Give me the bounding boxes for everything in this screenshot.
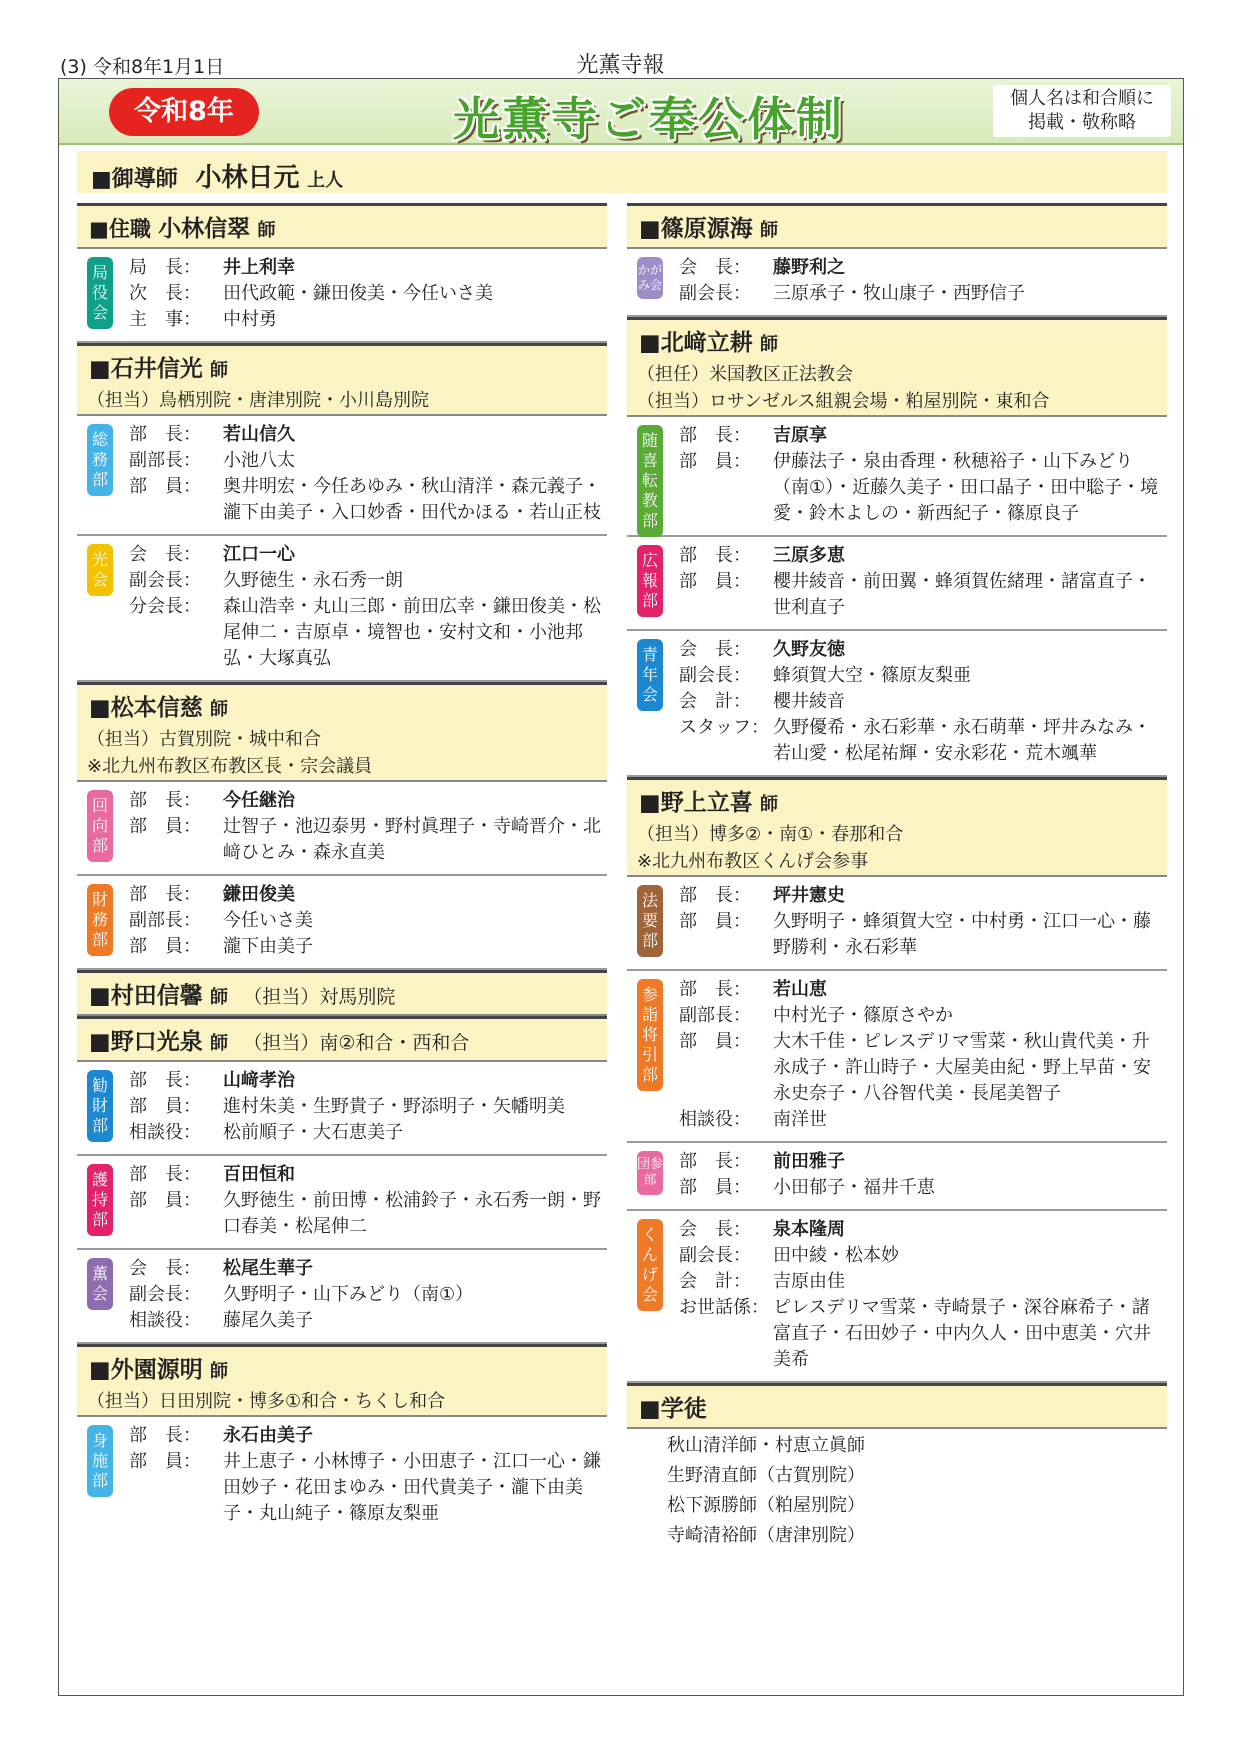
row-value: 田中綾・松本妙 [773,1245,899,1266]
row-label: 会 長： [129,544,201,565]
row [679,1107,1167,1133]
row [679,909,1167,961]
left-column [77,203,607,1535]
group-pill: 局役会 [87,257,113,329]
row-value: 大木千佳・ピレスデリマ雪菜・秋山貴代美・升永成子・許山時子・大屋美由紀・野上早苗・安永史奈子・八谷智代美・長尾美智子 [773,1031,1151,1104]
row [679,1029,1167,1107]
section-gakuto [627,1383,1167,1553]
section-head [627,320,1167,417]
group [627,877,1167,971]
row [679,1149,1167,1175]
row-label: 部 長： [129,790,201,811]
section-tag: （担当）対馬別院 [243,986,396,1008]
list-item: 松下源勝師（粕屋別院） [667,1495,865,1516]
list-item: 寺崎清裕師（唐津別院） [667,1525,865,1546]
row-value: 藤尾久美子 [223,1310,313,1331]
row-label: 部 長： [679,979,751,1000]
row-label: 部 員： [679,911,751,932]
row-label: 副会長： [679,1245,751,1266]
row-value: 今任継治 [223,790,295,811]
page-header [60,48,1181,78]
section-sub: （担当）博多②・南①・春那和合 [627,821,1167,848]
group [77,782,607,876]
group-pill: くんげ会 [637,1219,663,1311]
banner-note [993,85,1171,137]
row-label: 部 長： [679,545,751,566]
row-value: 三原承子・牧山康子・西野信子 [773,283,1025,304]
section-sub: （担当）日田別院・博多①和合・ちくし和合 [77,1388,607,1415]
section-suffix: 師 [210,1361,229,1382]
row-value: 櫻井綾音 [773,691,845,712]
row [679,423,1167,449]
row-value: 鎌田俊美 [223,884,295,905]
row-value: 坪井憲史 [773,885,845,906]
section-head [77,346,607,416]
row [129,1120,607,1146]
row-value: 中村光子・篠原さやか [773,1005,953,1026]
row-label: 部 長： [129,1164,201,1185]
row-value: 久野徳生・前田博・松浦鈴子・永石秀一朗・野口春美・松尾伸二 [223,1190,601,1237]
row [679,689,1167,715]
row-label: 部 員： [129,476,201,497]
row-label: 副部長： [129,450,201,471]
year-badge: 令和8年 [109,88,259,136]
row-label: 部 員： [129,1190,201,1211]
doushi-suffix: 上人 [307,170,344,191]
section-title: ■野上立喜 [639,790,753,816]
group [627,971,1167,1143]
group [77,1062,607,1156]
section-suffix: 師 [257,220,276,241]
row-value: 松尾生華子 [223,1258,313,1279]
row [129,1423,607,1449]
group-pill: 法要部 [637,885,663,957]
row-value: 進村朱美・生野貴子・野添明子・矢幡明美 [223,1096,565,1117]
section-head [627,206,1167,249]
row [679,715,1167,767]
row [129,542,607,568]
section-title: ■北﨑立耕 [639,330,753,356]
row-value: 伊藤法子・泉由香理・秋穂裕子・山下みどり（南①）・近藤久美子・田口晶子・田中聡子・境愛・鈴木よしの・新西紀子・篠原良子 [773,451,1159,524]
row-label: 副会長： [129,570,201,591]
row [129,1282,607,1308]
section-suffix: 師 [760,794,779,815]
section-murata [77,970,607,1016]
row-value: 森山浩幸・丸山三郎・前田広幸・鎌田俊美・松尾伸二・吉原卓・境智也・安村文和・小池邦弘・大塚真弘 [223,596,601,669]
row-label: 会 長： [129,1258,201,1279]
right-column [627,203,1167,1553]
banner-title: 光薫寺ご奉公体制 [453,92,845,146]
row [129,594,607,672]
row-label: 会 計： [679,691,751,712]
section-head [77,206,607,249]
list-item: 秋山清洋師・村恵立眞師 [667,1435,865,1456]
group-pill: かがみ会 [637,257,663,299]
row-value: 南洋世 [773,1109,827,1130]
title-banner [59,79,1183,145]
row [679,883,1167,909]
row-value: 蜂須賀大空・篠原友梨亜 [773,665,971,686]
row: 次 長： 田代政範・鎌田俊美・今任いさ美 [129,283,493,304]
section-sub: （担当）ロサンゼルス組親会場・粕屋別院・東和合 [627,388,1167,415]
row-label: 副会長： [129,1284,201,1305]
doushi-bar [77,151,1167,193]
row [679,1217,1167,1243]
section-title: ■住職 [89,217,151,241]
group-pill: 参詣将引部 [637,979,663,1091]
row-value: 奥井明宏・今任あゆみ・秋山清洋・森元義子・瀧下由美子・入口妙香・田代かほる・若山正枝 [223,476,601,523]
row-label: 会 長： [679,257,751,278]
row [129,1188,607,1240]
row-label: お世話係： [679,1297,769,1318]
section-kitazaki [627,317,1167,777]
row [129,934,607,960]
row-value: 久野徳生・永石秀一朗 [223,570,403,591]
group [627,417,1167,537]
group [627,249,1167,317]
row-label: 部 員： [129,1096,201,1117]
row-value: 久野明子・蜂須賀大空・中村勇・江口一心・藤野勝利・永石彩華 [773,911,1151,958]
row-value: 久野友徳 [773,639,845,660]
section-title: ■篠原源海 [639,216,753,242]
row-label: 会 計： [679,1271,751,1292]
paper-name: 光薫寺報 [576,53,665,78]
group [77,1156,607,1250]
section-sub: ※北九州布教区布教区長・宗会議員 [77,753,607,780]
section-head [77,1347,607,1417]
row-label: 部 員： [679,1031,751,1052]
section-sub: ※北九州布教区くんげ会参事 [627,848,1167,875]
row-label: 部 員： [679,571,751,592]
row-label: 部 長： [129,1070,201,1091]
section-nogami [627,777,1167,1383]
row: 主 事： 中村勇 [129,309,277,330]
section-sub: （担任）米国教区正法教会 [627,361,1167,388]
row-value: 永石由美子 [223,1425,313,1446]
group-pill: 広報部 [637,545,663,617]
section-title: ■村田信馨 [89,983,203,1009]
row [129,814,607,866]
group [627,631,1167,777]
row-value: 今任いさ美 [223,910,313,931]
row [129,788,607,814]
row [679,281,1167,307]
section-title: ■野口光泉 [89,1029,203,1055]
section-head [627,780,1167,877]
issue-date: (3) 令和8年1月1日 [60,56,225,78]
row [129,882,607,908]
section-matsumoto [77,682,607,970]
row-value: 瀧下由美子 [223,936,313,957]
section-title: ■学徒 [639,1396,707,1422]
group-pill: 薫会 [87,1258,113,1310]
section-suffix: 師 [210,699,229,720]
row-value: 吉原享 [773,425,827,446]
row [679,449,1167,527]
row-value: 三原多恵 [773,545,845,566]
list-item: 生野清直師（古賀別院） [667,1465,865,1486]
row-value: 江口一心 [223,544,295,565]
row [679,1003,1167,1029]
section-shinohara [627,203,1167,317]
section-noguchi [77,1016,607,1344]
section-sub: （担当）古賀別院・城中和合 [77,726,607,753]
row-label: 部 長： [679,885,751,906]
row [129,908,607,934]
content-frame [58,78,1184,1696]
section-hokazono [77,1344,607,1535]
row [679,663,1167,689]
row-value: 若山恵 [773,979,827,1000]
row-label: 相談役： [129,1310,201,1331]
row-label: 副会長： [679,283,751,304]
group [77,1250,607,1344]
section-head [77,973,607,1016]
row-value: ピレスデリマ雪菜・寺崎景子・深谷麻希子・諸富直子・石田妙子・中内久人・田中恵美・穴井美希 [773,1297,1151,1370]
row [129,1256,607,1282]
row [129,1308,607,1334]
row-value: 前田雅子 [773,1151,845,1172]
row [679,1243,1167,1269]
section-suffix: 師 [210,360,229,381]
row-value: 小田郁子・福井千恵 [773,1177,935,1198]
row [129,422,607,448]
group [77,536,607,682]
row: 局 長： 井上利幸 [129,257,295,278]
doushi-label: ■御導師 [91,167,178,192]
row-label: 部 長： [679,1151,751,1172]
row-label: 部 長： [129,424,201,445]
group [77,876,607,970]
row-value: 井上恵子・小林博子・小田恵子・江口一心・鎌田妙子・花田まゆみ・田代貴美子・瀧下由美子・丸山純子・篠原友梨亜 [223,1451,601,1524]
group-pill: 回向部 [87,790,113,862]
row-label: 副会長： [679,665,751,686]
row [679,1269,1167,1295]
row-label: 部 員： [679,451,751,472]
row [129,1068,607,1094]
section-title: ■外園源明 [89,1357,203,1383]
group [77,1417,607,1535]
row-value: 辻智子・池辺泰男・野村眞理子・寺崎晋介・北﨑ひとみ・森永直美 [223,816,601,863]
row-label: 部 長： [129,1425,201,1446]
group [627,1143,1167,1211]
row-label: 部 長： [129,884,201,905]
group [77,416,607,536]
row [679,637,1167,663]
row [679,543,1167,569]
section-head [77,685,607,782]
row-label: 副部長： [129,910,201,931]
row-value: 藤野利之 [773,257,845,278]
group-pill: 光会 [87,544,113,596]
row [129,1094,607,1120]
section-title: ■松本信慈 [89,695,203,721]
section-ishii [77,343,607,682]
row [679,255,1167,281]
row-value: 櫻井綾音・前田翼・蜂須賀佐緒理・諸富直子・世利直子 [773,571,1151,618]
row-value: 山﨑孝治 [223,1070,295,1091]
row-value: 百田恒和 [223,1164,295,1185]
section-jushoku [77,203,607,343]
row-label: 会 長： [679,639,751,660]
row [129,474,607,526]
row-value: 小池八太 [223,450,295,471]
row-label: 部 員： [129,936,201,957]
group-pill: 勧財部 [87,1070,113,1142]
row [679,569,1167,621]
row-value: 吉原由佳 [773,1271,845,1292]
row-label: 分会長： [129,596,201,617]
group-pill: 青年会 [637,639,663,711]
section-head [627,1386,1167,1429]
group [627,1211,1167,1383]
section-title: ■石井信光 [89,356,203,382]
row-value: 松前順子・大石恵美子 [223,1122,403,1143]
row-label: 副部長： [679,1005,751,1026]
group-pill: 護持部 [87,1164,113,1236]
row [129,568,607,594]
group-pill: 団参部 [637,1151,663,1195]
section-suffix: 師 [760,220,779,241]
row [679,1175,1167,1201]
row-value: 久野明子・山下みどり（南①） [223,1284,474,1305]
row [129,1162,607,1188]
row [129,448,607,474]
section-name: 小林信翠 [158,216,251,242]
row [679,977,1167,1003]
row-label: 相談役： [129,1122,201,1143]
row [679,1295,1167,1373]
note-line-2: 掲載・敬称略 [1028,112,1136,133]
section-suffix: 師 [760,334,779,355]
group-pill: 随喜転教部 [637,425,663,537]
row-value: 泉本隆周 [773,1219,845,1240]
row-label: 相談役： [679,1109,751,1130]
row-value: 久野優希・永石彩華・永石萌華・坪井みなみ・若山愛・松尾祐輝・安永彩花・荒木颯華 [773,717,1151,764]
section-suffix: 師 [210,1033,229,1054]
group-pill: 身施部 [87,1425,113,1497]
row-label: 部 長： [679,425,751,446]
row-label: 会 長： [679,1219,751,1240]
row-label: 部 員： [679,1177,751,1198]
group-pill: 総務部 [87,424,113,496]
section-head [77,1019,607,1062]
row-value: 若山信久 [223,424,295,445]
group [627,537,1167,631]
row [129,1449,607,1527]
section-suffix: 師 [210,987,229,1008]
note-line-1: 個人名は和合順に [1010,88,1154,109]
group-pill: 財務部 [87,884,113,956]
row-label: 部 員： [129,816,201,837]
section-sub: （担当）鳥栖別院・唐津別院・小川島別院 [77,387,607,414]
section-tag: （担当）南②和合・西和合 [243,1032,470,1054]
doushi-name: 小林日元 [195,163,300,193]
row-label: 部 員： [129,1451,201,1472]
row-label: スタッフ： [679,717,769,738]
group [77,249,607,343]
